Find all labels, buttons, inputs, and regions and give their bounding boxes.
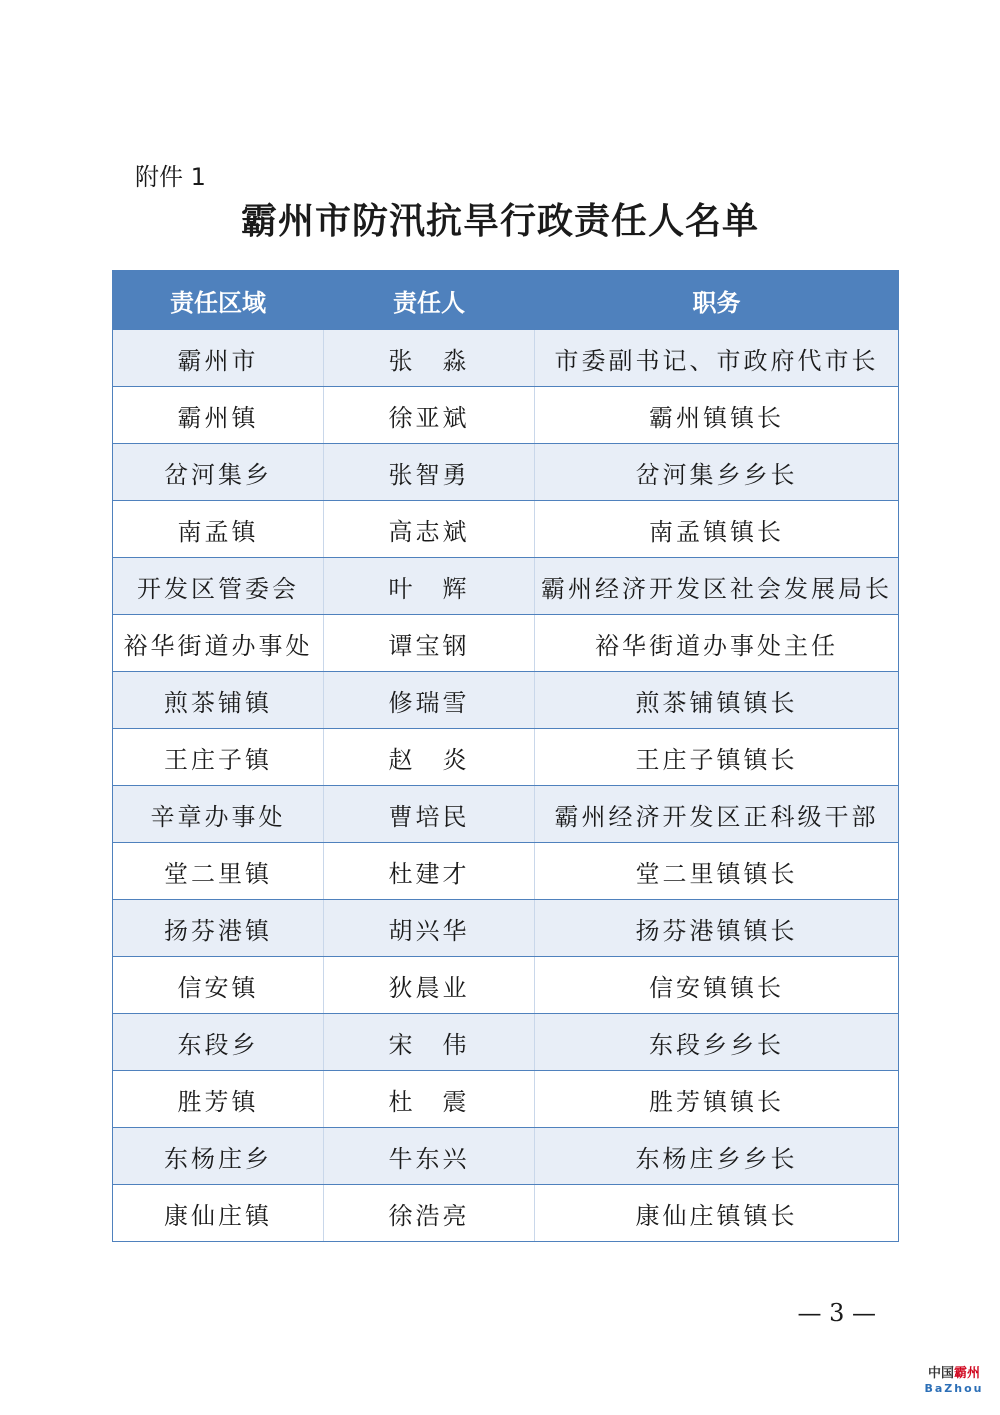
- table-row: [113, 501, 899, 558]
- cell-person: 徐浩亮: [324, 1185, 535, 1242]
- table-row: [113, 900, 899, 957]
- cell-person: 杜建才: [324, 843, 535, 900]
- cell-position: 霸州经济开发区正科级干部: [535, 786, 899, 843]
- column-header-person: 责任人: [324, 271, 535, 330]
- table-row: [113, 843, 899, 900]
- watermark-subtitle: BaZhou: [924, 1382, 984, 1395]
- page-number: — 3 —: [797, 1299, 876, 1327]
- table-row: [113, 444, 899, 501]
- table-row: [113, 729, 899, 786]
- cell-position: 裕华街道办事处主任: [535, 615, 899, 672]
- cell-position: 市委副书记、市政府代市长: [535, 330, 899, 387]
- table-row: [113, 672, 899, 729]
- cell-person: 胡兴华: [324, 900, 535, 957]
- cell-region: 胜芳镇: [113, 1071, 324, 1128]
- cell-position: 堂二里镇镇长: [535, 843, 899, 900]
- watermark-title-a: 中国: [927, 1366, 954, 1381]
- table-row: [113, 1014, 899, 1071]
- cell-region: 辛章办事处: [113, 786, 324, 843]
- cell-region: 东段乡: [113, 1014, 324, 1071]
- cell-region: 南孟镇: [113, 501, 324, 558]
- cell-person: 张 淼: [324, 330, 535, 387]
- column-header-region: 责任区域: [113, 271, 324, 330]
- cell-position: 岔河集乡乡长: [535, 444, 899, 501]
- cell-position: 康仙庄镇镇长: [535, 1185, 899, 1242]
- cell-person: 叶 辉: [324, 558, 535, 615]
- responsibility-table: [112, 270, 899, 1242]
- cell-person: 张智勇: [324, 444, 535, 501]
- cell-region: 康仙庄镇: [113, 1185, 324, 1242]
- table-row: [113, 1185, 899, 1242]
- table-row: [113, 957, 899, 1014]
- cell-position: 王庄子镇镇长: [535, 729, 899, 786]
- cell-position: 胜芳镇镇长: [535, 1071, 899, 1128]
- table-row: [113, 786, 899, 843]
- page-title: 霸州市防汛抗旱行政责任人名单: [240, 201, 759, 242]
- cell-person: 曹培民: [324, 786, 535, 843]
- cell-region: 王庄子镇: [113, 729, 324, 786]
- attachment-label: 附件 1: [135, 163, 206, 191]
- cell-person: 狄晨业: [324, 957, 535, 1014]
- table-body: [113, 330, 899, 1242]
- table-row: [113, 1128, 899, 1185]
- cell-position: 东杨庄乡乡长: [535, 1128, 899, 1185]
- cell-person: 修瑞雪: [324, 672, 535, 729]
- cell-region: 扬芬港镇: [113, 900, 324, 957]
- cell-position: 扬芬港镇镇长: [535, 900, 899, 957]
- cell-person: 谭宝钢: [324, 615, 535, 672]
- cell-position: 东段乡乡长: [535, 1014, 899, 1071]
- cell-position: 霸州经济开发区社会发展局长: [535, 558, 899, 615]
- table-row: [113, 387, 899, 444]
- table-row: [113, 615, 899, 672]
- cell-region: 霸州镇: [113, 387, 324, 444]
- cell-person: 赵 炎: [324, 729, 535, 786]
- cell-region: 信安镇: [113, 957, 324, 1014]
- cell-region: 岔河集乡: [113, 444, 324, 501]
- cell-region: 东杨庄乡: [113, 1128, 324, 1185]
- cell-person: 牛东兴: [324, 1128, 535, 1185]
- cell-position: 信安镇镇长: [535, 957, 899, 1014]
- table-row: [113, 330, 899, 387]
- cell-position: 霸州镇镇长: [535, 387, 899, 444]
- cell-region: 堂二里镇: [113, 843, 324, 900]
- cell-person: 杜 震: [324, 1071, 535, 1128]
- site-logo-watermark: [922, 1366, 986, 1395]
- cell-region: 霸州市: [113, 330, 324, 387]
- table-row: [113, 1071, 899, 1128]
- cell-position: 南孟镇镇长: [535, 501, 899, 558]
- cell-person: 高志斌: [324, 501, 535, 558]
- cell-region: 煎茶铺镇: [113, 672, 324, 729]
- watermark-title-b: 霸州: [954, 1366, 981, 1381]
- cell-person: 徐亚斌: [324, 387, 535, 444]
- table-row: [113, 558, 899, 615]
- cell-person: 宋 伟: [324, 1014, 535, 1071]
- watermark-title: [922, 1366, 986, 1382]
- cell-region: 开发区管委会: [113, 558, 324, 615]
- cell-position: 煎茶铺镇镇长: [535, 672, 899, 729]
- column-header-position: 职务: [535, 271, 899, 330]
- cell-region: 裕华街道办事处: [113, 615, 324, 672]
- table-header-row: [113, 271, 899, 330]
